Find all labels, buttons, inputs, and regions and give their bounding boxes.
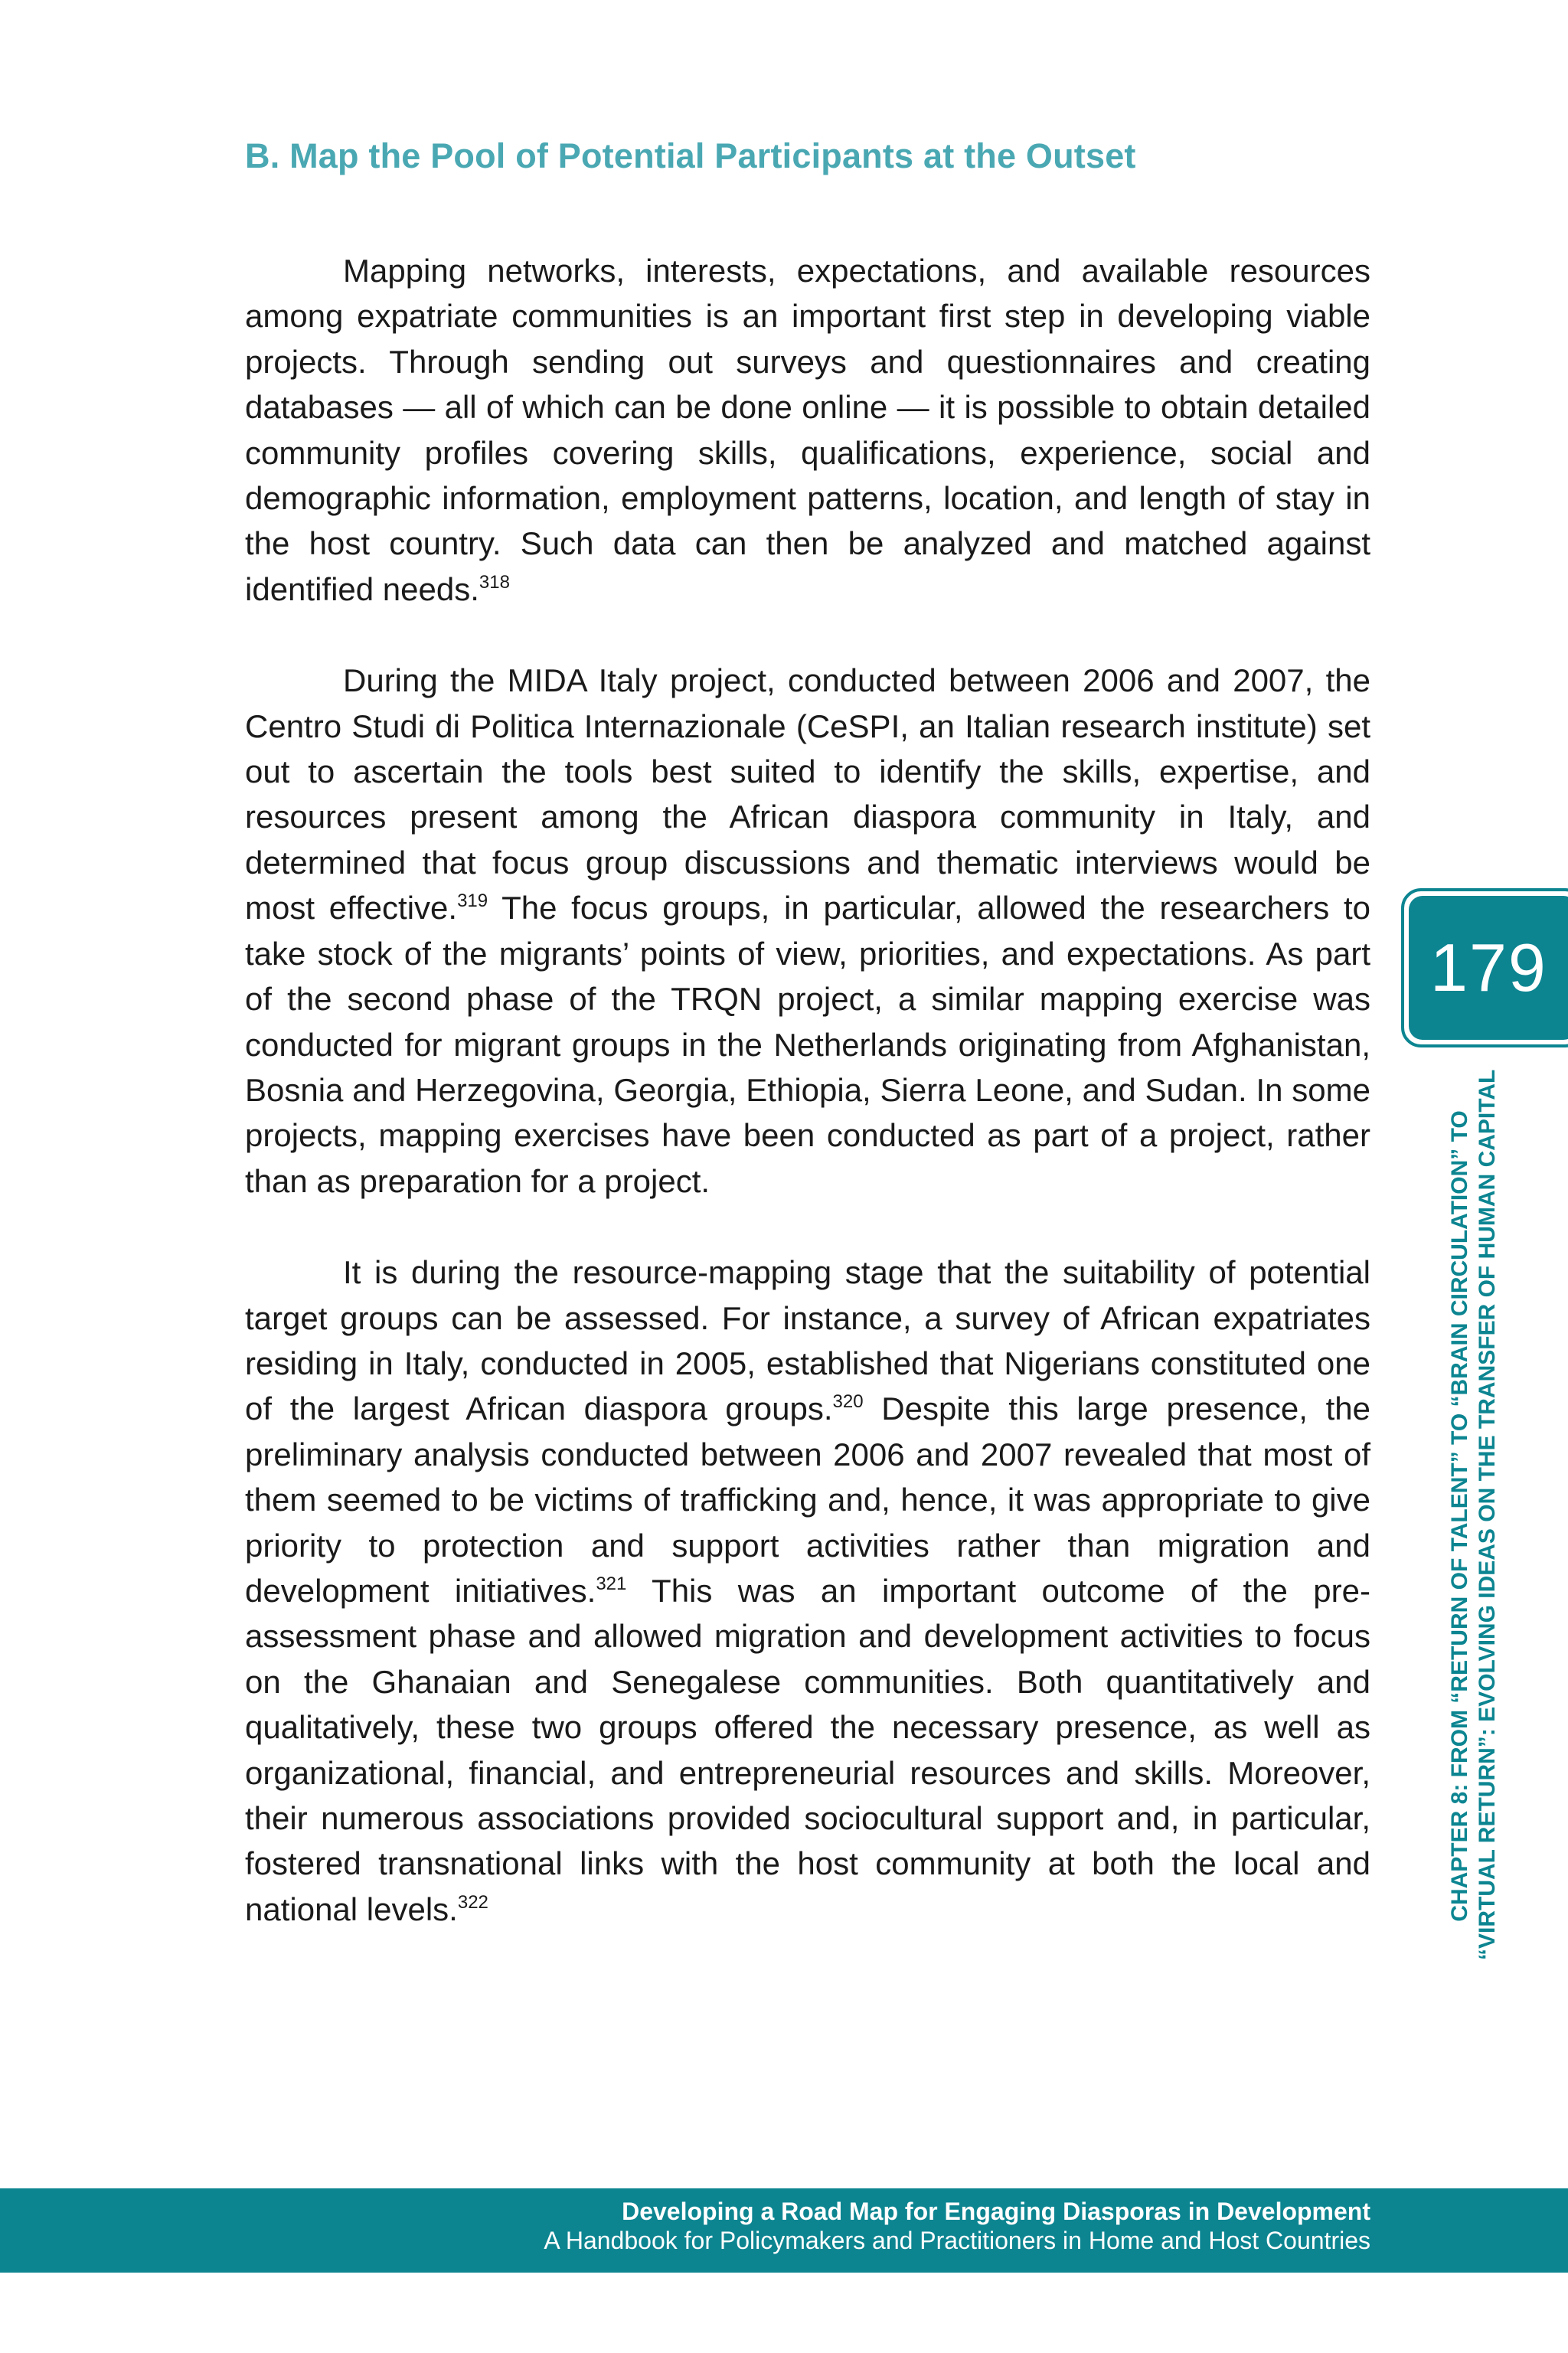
body-text <box>245 248 1370 1978</box>
paragraph-text: The focus groups, in particular, allowed the researchers to take stock of the migrants’ points of view, priorities, and expectations. As part of the second phase of the TRQN project, a similar mapping exercise was conducted for migrant groups in the Netherlands originating from Afghanistan, Bosnia and Herzegovina, Georgia, Ethiopia, Sierra Leone, and Sudan. In some projects, mapping exercises have been conducted as part of a project, rather than as preparation for a project. <box>245 890 1370 1199</box>
paragraph-text: Despite this large presence, the preliminary analysis conducted between 2006 and 2007 revealed that most of them seemed to be victims of trafficking and, hence, it was appropriate to give priority to protection and support activities rather than migration and development initiatives. <box>245 1391 1370 1609</box>
paragraph-2 <box>245 658 1370 1204</box>
footnote-ref[interactable]: 320 <box>832 1391 864 1413</box>
footnote-ref[interactable]: 318 <box>479 571 510 593</box>
page-number: 179 <box>1430 930 1547 1005</box>
footnote-ref[interactable]: 321 <box>596 1573 627 1594</box>
section-heading: B. Map the Pool of Potential Participants at the Outset <box>245 136 1136 175</box>
chapter-title-vertical <box>1446 1069 1501 1960</box>
footer-band <box>0 2188 1568 2273</box>
page-number-tab <box>1401 888 1568 1047</box>
footer-book-subtitle: A Handbook for Policymakers and Practitioners in Home and Host Countries <box>544 2227 1370 2254</box>
paragraph-text: It is during the resource-mapping stage that the suitability of potential target groups can be assessed. For instance, a survey of African expatriates residing in Italy, conducted in 2005, established that Nigerians constituted one of the largest African diaspora groups. <box>245 1254 1370 1427</box>
page-number-box <box>1409 896 1568 1040</box>
chapter-title-line-1: CHAPTER 8: FROM “RETURN OF TALENT” TO “BRAIN CIRCULATION” TO <box>1447 1110 1472 1922</box>
paragraph-3 <box>245 1250 1370 1932</box>
footnote-ref[interactable]: 322 <box>457 1891 488 1913</box>
footer-book-title: Developing a Road Map for Engaging Diasporas in Development <box>622 2198 1370 2225</box>
paragraph-text: During the MIDA Italy project, conducted between 2006 and 2007, the Centro Studi di Politica Internazionale (CeSPI, an Italian research institute) set out to ascertain the tools best suited to identify the skills, expertise, and resources present among the African diaspora community in Italy, and determined that focus group discussions and thematic interviews would be most effective. <box>245 662 1370 926</box>
paragraph-text: Mapping networks, interests, expectations, and available resources among expatriate communities is an important first step in developing viable projects. Through sending out surveys and questionnaires and creating databases — all of which can be done online — it is possible to obtain detailed community profiles covering skills, qualifications, experience, social and demographic information, employment patterns, location, and length of stay in the host country. Such data can then be analyzed and matched against identified needs. <box>245 253 1370 607</box>
paragraph-1 <box>245 248 1370 612</box>
paragraph-text: This was an important outcome of the pre-assessment phase and allowed migration and development activities to focus on the Ghanaian and Senegalese communities. Both quantitatively and qualitatively, these two groups offered the necessary presence, as well as organizational, financial, and entrepreneurial resources and skills. Moreover, their numerous associations provided sociocultural support and, in particular, fostered transnational links with the host community at both the local and national levels. <box>245 1572 1370 1927</box>
footnote-ref[interactable]: 319 <box>457 891 488 912</box>
chapter-title-line-2: “VIRTUAL RETURN”: EVOLVING IDEAS ON THE TRANSFER OF HUMAN CAPITAL <box>1475 1069 1500 1960</box>
chapter-sidebar <box>1439 1069 1508 1960</box>
